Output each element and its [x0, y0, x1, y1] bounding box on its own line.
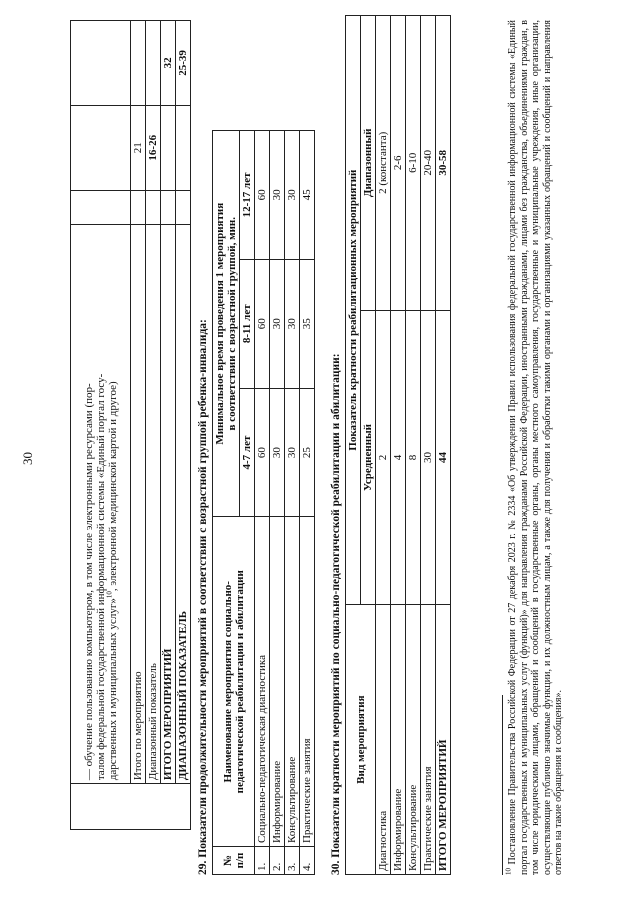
header-activity-name — [213, 517, 255, 847]
table-header-row — [346, 16, 361, 875]
table-row — [421, 16, 436, 875]
blank-cell — [71, 784, 191, 830]
header-text: в соответствии с возрастной группой, мин. — [226, 216, 238, 431]
row-value: 60 — [255, 388, 270, 517]
row-label: ИТОГО МЕРОПРИЯТИЙ — [436, 605, 451, 875]
row-value: 32 — [161, 21, 176, 106]
table-row — [376, 16, 391, 875]
row-value: 44 — [436, 310, 451, 605]
service-text-line-3: дарственных и муниципальных услуг» — [106, 598, 119, 781]
table-header-row — [213, 131, 240, 875]
header-average: Усредненный — [361, 310, 376, 605]
continuation-table — [70, 20, 191, 830]
table-row — [406, 16, 421, 875]
table-row — [161, 21, 176, 830]
row-label: Информирование — [391, 605, 406, 875]
service-description — [71, 224, 131, 783]
blank-cell — [71, 21, 131, 106]
row-value: 30 — [270, 131, 285, 260]
service-text-line-1: — обучение пользованию компьютером, в том числе электронными ресурсами (пор- — [82, 383, 95, 781]
blank-cell — [176, 190, 191, 224]
row-value: 6-10 — [406, 16, 421, 311]
row-value — [131, 21, 146, 106]
footnote-ref: 10 — [104, 591, 113, 599]
header-activity-type: Вид мероприятия — [346, 605, 376, 875]
row-label: Консультирование — [285, 517, 300, 847]
row-label: Практические занятия — [300, 517, 315, 847]
row-label: Информирование — [270, 517, 285, 847]
table-row — [436, 16, 451, 875]
row-value: 8 — [406, 310, 421, 605]
age-group: 12-17 лет — [240, 131, 255, 260]
row-value: 60 — [255, 131, 270, 260]
row-value: 2 (константа) — [376, 16, 391, 311]
header-text: Наименование мероприятия социально- — [221, 581, 234, 783]
row-number: 3. — [285, 847, 300, 875]
row-number: 4. — [300, 847, 315, 875]
row-value: 2 — [376, 310, 391, 605]
row-value — [146, 21, 161, 106]
row-value: 2-6 — [391, 16, 406, 311]
service-text-line-3b: , электронной медицинской картой и другое) — [106, 381, 119, 592]
footnote-separator — [502, 695, 503, 875]
header-ratio: Показатель кратности реабилитационных мероприятий — [346, 16, 361, 605]
header-text: педагогической реабилитации и абилитации — [233, 570, 246, 794]
row-value: 20-40 — [421, 16, 436, 311]
row-number: 2. — [270, 847, 285, 875]
row-value: 30 — [270, 388, 285, 517]
row-value: 30 — [270, 259, 285, 388]
frequency-table — [345, 15, 451, 875]
footnote-marker: 10 — [504, 868, 513, 875]
table-row — [391, 16, 406, 875]
blank-cell — [71, 190, 131, 224]
table-row — [270, 131, 285, 875]
row-value: 25-39 — [176, 21, 191, 106]
section-30-title: 30. Показатели кратности мероприятий по социально-педагогической реабилитации и абилитации: — [330, 353, 342, 875]
page-number: 30 — [20, 452, 35, 465]
table-row — [176, 21, 191, 830]
blank-cell — [146, 190, 161, 224]
row-label: Консультирование — [406, 605, 421, 875]
table-row — [300, 131, 315, 875]
row-label: Практические занятия — [421, 605, 436, 875]
row-value: 35 — [300, 259, 315, 388]
row-label: ИТОГО МЕРОПРИЯТИЙ — [161, 224, 176, 783]
footnote — [504, 20, 565, 875]
row-label: Диагностика — [376, 605, 391, 875]
row-value — [161, 105, 176, 190]
blank-cell — [161, 190, 176, 224]
age-group: 4-7 лет — [240, 388, 255, 517]
header-min-time — [213, 131, 240, 517]
table-row — [255, 131, 270, 875]
header-text: п/п — [233, 852, 246, 869]
row-value: 25 — [300, 388, 315, 517]
row-value: 30-58 — [436, 16, 451, 311]
row-value: 21 — [131, 105, 146, 190]
header-range: Диапазонный — [361, 16, 376, 311]
section-29-title: 29. Показатели продолжительности мероприятий в соответствии с возрастной группой ребенка-инвалида: — [197, 319, 209, 875]
service-text-line-2: талом федеральной государственной информационной системы «Единый портал госу- — [94, 373, 107, 781]
row-label: ДИАПАЗОННЫЙ ПОКАЗАТЕЛЬ — [176, 224, 191, 783]
row-value: 16-26 — [146, 105, 161, 190]
table-row — [131, 21, 146, 830]
age-group: 8-11 лет — [240, 259, 255, 388]
row-value: 30 — [285, 259, 300, 388]
row-value: 60 — [255, 259, 270, 388]
blank-cell — [71, 105, 131, 190]
table-row — [285, 131, 300, 875]
row-value: 45 — [300, 131, 315, 260]
duration-table — [212, 130, 315, 875]
table-row — [71, 21, 131, 830]
blank-cell — [131, 190, 146, 224]
header-number — [213, 847, 255, 875]
row-label: Итого по мероприятию — [131, 224, 146, 783]
row-label: Социально-педагогическая диагностика — [255, 517, 270, 847]
header-text: № — [221, 854, 234, 867]
row-value: 4 — [391, 310, 406, 605]
row-value: 30 — [285, 131, 300, 260]
row-label: Диапазонный показатель — [146, 224, 161, 783]
footnote-text: Постановление Правительства Российской Федерации от 27 декабря 2023 г. № 2334 «Об утверждении Правил использования федеральной государственной информационной системы «Единый портал государственных и муниципальных услуг (функций)» для направления гражданами Российской Федерации, иностранными гражданами, лицами без гражданства, объединениями граждан, в том числе юридическими лицами, обращений и сообщений в государственные органы, органы местного самоуправления, государственные и муниципальные учреждения, иные организации, осуществляющие публично значимые функции, и их должностным лицам, а также для получения и обработки такими органами и организациями указанных обращений и сообщений и направления ответов на такие обращения и сообщения». — [507, 20, 564, 875]
row-number: 1. — [255, 847, 270, 875]
row-value: 30 — [421, 310, 436, 605]
row-value — [176, 105, 191, 190]
row-value: 30 — [285, 388, 300, 517]
table-row — [146, 21, 161, 830]
header-text: Минимальное время проведения 1 мероприятия — [214, 202, 226, 445]
